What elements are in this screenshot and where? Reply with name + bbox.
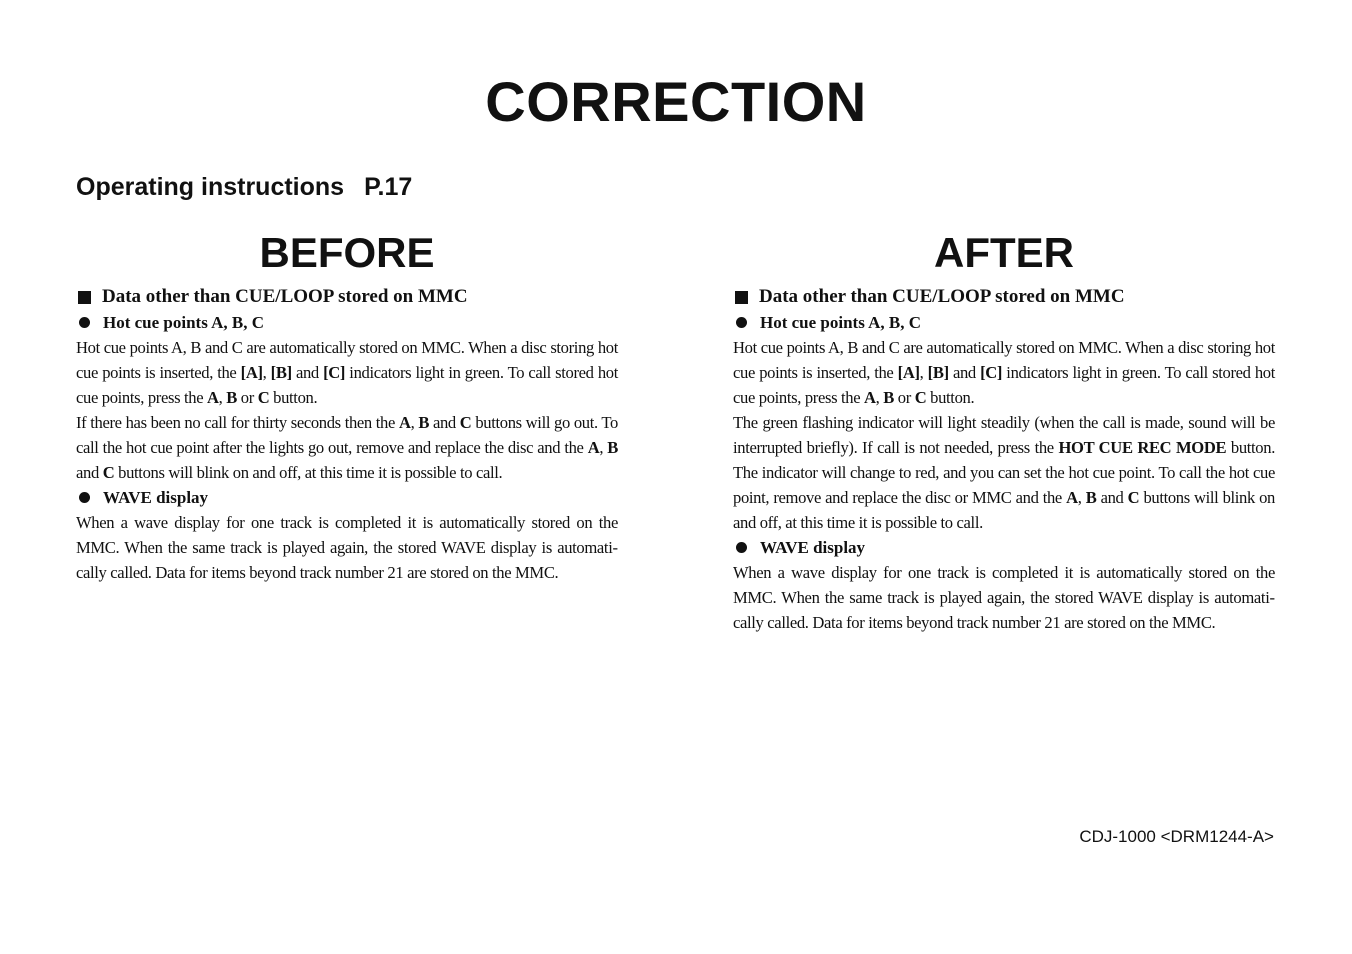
button-label: HOT CUE REC MODE [1058,438,1227,457]
button-label: C [1127,488,1140,507]
text-run: The green flashing indicator will light steadily (when the call is made, sound will be interrupted briefly). If call is not needed, press the [733,413,1275,457]
button-label: B [1085,488,1097,507]
text-run: , [410,413,419,432]
after-heading: AFTER [934,229,1074,276]
round-bullet-icon [736,317,747,328]
after-wave-title-text: WAVE display [760,538,866,557]
before-hot-cue-paragraph-1 [76,335,618,410]
text-run: indicators light in green. To call stored hot cue points, press the [733,363,1275,407]
indicator-label: [B] [270,363,292,382]
indicator-label: [A] [240,363,263,382]
after-hot-cue-paragraph-2 [733,410,1275,535]
before-heading: BEFORE [259,229,435,276]
text-run: and [76,463,103,482]
round-bullet-icon [79,317,90,328]
before-hot-cue-title [76,310,618,335]
text-run: If there has been no call for thirty seconds then the [76,413,399,432]
square-bullet-icon [78,291,91,304]
round-bullet-icon [736,542,747,553]
text-run: , [919,363,928,382]
button-label: A [864,388,876,407]
indicator-label: [A] [897,363,920,382]
text-run: button. The indicator will change to red, and you can set the hot cue point. To call the hot cue point, remove and replace the disc or MMC and the [733,438,1276,507]
square-bullet-icon [735,291,748,304]
reference-page: P.17 [364,173,413,201]
after-wave-title [733,535,1275,560]
text-run: button. [269,388,318,407]
text-run: , [875,388,884,407]
button-label: C [459,413,472,432]
text-run: Hot cue points A, B and C are automatically stored on MMC. When a disc storing hot cue points is inserted, the [76,338,618,382]
text-run: indicators light in green. To call stored hot cue points, press the [76,363,618,407]
button-label: A [587,438,600,457]
indicator-label: [C] [980,363,1003,382]
reference-line [76,171,412,203]
indicator-label: [C] [323,363,346,382]
button-label: B [418,413,430,432]
text-run: , [599,438,608,457]
before-hot-cue-title-text: Hot cue points A, B, C [103,313,265,332]
before-column [76,228,618,585]
button-label: C [102,463,115,482]
reference-label: Operating instructions [76,173,345,201]
text-run: buttons will blink on and off, at this time it is possible to call. [733,488,1275,532]
text-run: , [1077,488,1086,507]
text-run: buttons will go out. To call the hot cue point after the lights go out, remove and replace the disc and the [76,413,618,457]
text-run: Hot cue points A, B and C are automatically stored on MMC. When a disc storing hot cue points is inserted, the [733,338,1275,382]
button-label: B [607,438,618,457]
after-hot-cue-title-text: Hot cue points A, B, C [760,313,922,332]
text-run: button. [926,388,975,407]
text-run: or [236,388,258,407]
button-label: A [398,413,411,432]
text-run: and [429,413,460,432]
before-wave-title-text: WAVE display [103,488,209,507]
before-hot-cue-paragraph-2 [76,410,618,485]
page-title: CORRECTION [485,70,867,133]
before-wave-paragraph: When a wave display for one track is completed it is automatically stored on the MMC. When the same track is played again, the stored WAVE display is automatically called. Data for items beyond track number 21 are stored on the MMC. [76,513,618,582]
after-section-title [733,284,1275,310]
text-run: , [218,388,227,407]
text-run: and [1096,488,1128,507]
text-run: , [262,363,271,382]
before-section-title [76,284,618,310]
before-wave-title [76,485,618,510]
text-run: buttons will blink on and off, at this time it is possible to call. [114,463,503,482]
after-hot-cue-title [733,310,1275,335]
before-section-title-text: Data other than CUE/LOOP stored on MMC [102,286,468,307]
text-run: and [948,363,981,382]
model-number: CDJ-1000 <DRM1244-A> [1079,827,1274,846]
text-run: and [291,363,324,382]
after-section-title-text: Data other than CUE/LOOP stored on MMC [759,286,1125,307]
round-bullet-icon [79,492,90,503]
button-label: B [883,388,894,407]
text-run: or [893,388,915,407]
after-column [733,228,1275,635]
button-label: C [257,388,270,407]
button-label: C [914,388,927,407]
after-wave-paragraph: When a wave display for one track is completed it is automatically stored on the MMC. When the same track is played again, the stored WAVE display is automatically called. Data for items beyond track number 21 are stored on the MMC. [733,563,1275,632]
button-label: B [226,388,237,407]
after-hot-cue-paragraph-1 [733,335,1275,410]
button-label: A [1066,488,1078,507]
indicator-label: [B] [927,363,949,382]
button-label: A [207,388,219,407]
